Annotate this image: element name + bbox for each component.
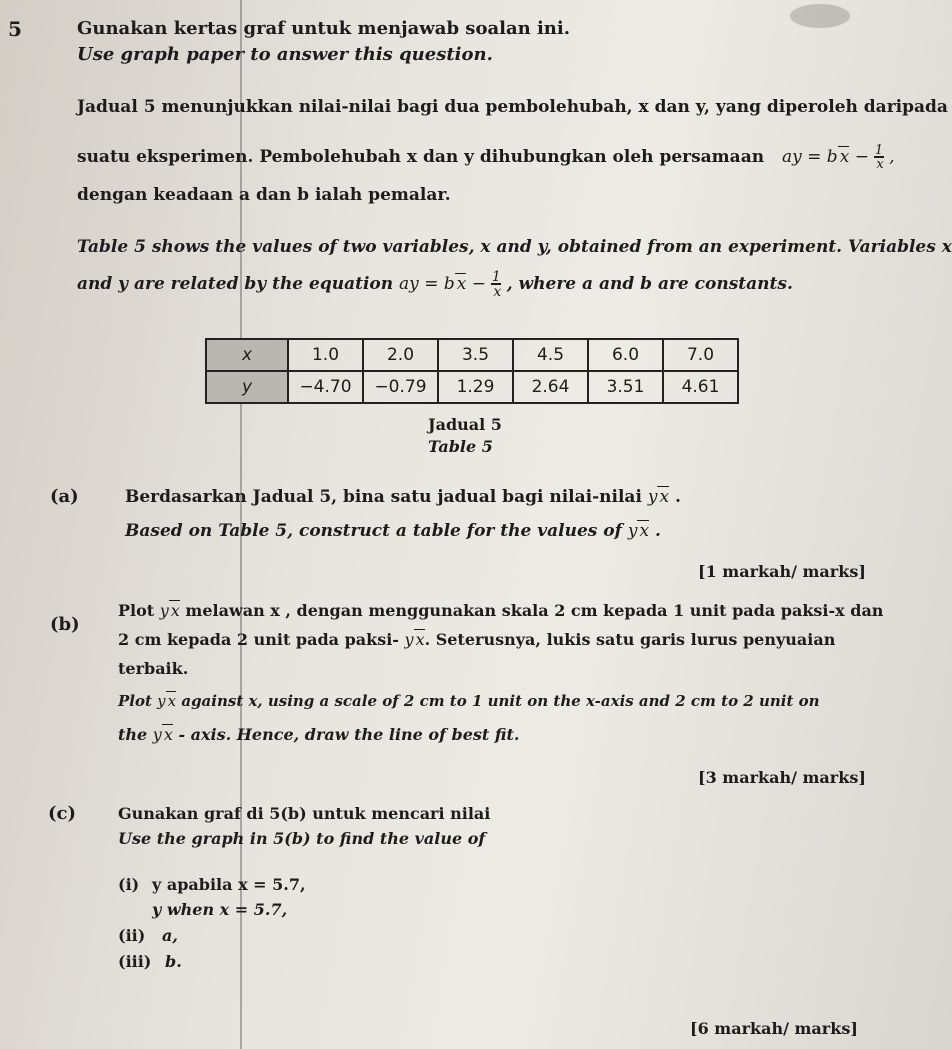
table-caption-en: Table 5: [428, 437, 493, 456]
table-cell: 4.5: [513, 339, 588, 371]
table-cell: 1.29: [438, 371, 513, 403]
desc-ms-line3: dengan keadaan a dan b ialah pemalar.: [77, 185, 451, 205]
table-cell: 7.0: [663, 339, 738, 371]
part-b-label: (b): [50, 614, 80, 635]
part-a-en: Based on Table 5, construct a table for the values of y x .: [125, 521, 661, 541]
table-cell: 6.0: [588, 339, 663, 371]
intro-en: Use graph paper to answer this question.: [77, 44, 493, 65]
part-b-en-line1: Plot y x against x, using a scale of 2 cm to 1 unit on the x-axis and 2 cm to 2 unit on: [118, 692, 820, 710]
part-c-i-ms: y apabila x = 5.7,: [152, 875, 306, 894]
part-c-label: (c): [48, 803, 76, 824]
table-cell: −4.70: [288, 371, 363, 403]
part-b-en-line2: the y x - axis. Hence, draw the line of best fit.: [118, 725, 520, 744]
part-a-label: (a): [50, 486, 79, 507]
part-c-ms: Gunakan graf di 5(b) untuk mencari nilai: [118, 804, 491, 823]
part-c-iii-label: (iii): [118, 952, 152, 971]
question-number: 5: [8, 17, 22, 41]
intro-ms: Gunakan kertas graf untuk menjawab soalan ini.: [77, 18, 570, 39]
table-row-y: [206, 371, 738, 403]
page-smudge: [790, 4, 850, 28]
part-b-ms-line3: terbaik.: [118, 659, 189, 678]
part-b-ms-line1: Plot y x melawan x , dengan menggunakan skala 2 cm kepada 1 unit pada paksi-x dan: [118, 601, 884, 620]
desc-ms-line2: [77, 144, 895, 171]
table-cell: 1.0: [288, 339, 363, 371]
equation-ms: ay = b x − $\frac{1}{x}$ ,: [782, 143, 895, 172]
part-a-ms: Berdasarkan Jadual 5, bina satu jadual bagi nilai-nilai y x .: [125, 487, 681, 507]
table-cell: −0.79: [363, 371, 438, 403]
part-b-ms-line2: 2 cm kepada 2 unit pada paksi- y x. Seterusnya, lukis satu garis lurus penyuaian: [118, 630, 836, 649]
desc-en-line1: Table 5 shows the values of two variables, x and y, obtained from an experiment. Variables x: [77, 237, 952, 257]
data-table: [205, 338, 739, 404]
desc-ms-line2-text: suatu eksperimen. Pembolehubah x dan y dihubungkan oleh persamaan: [77, 147, 765, 167]
part-c-i-en: y when x = 5.7,: [152, 900, 288, 919]
table-header-x: x: [206, 339, 288, 371]
part-c-ii-text: a,: [162, 926, 178, 945]
part-a-marks: [1 markah/ marks]: [698, 562, 866, 581]
part-c-i-label: (i): [118, 875, 140, 894]
table-row-x: [206, 339, 738, 371]
part-b-marks: [3 markah/ marks]: [698, 768, 866, 787]
equation-en: ay = b x − $\frac{1}{x}$: [399, 269, 502, 300]
table-cell: 3.51: [588, 371, 663, 403]
part-c-ii-label: (ii): [118, 926, 146, 945]
table-cell: 3.5: [438, 339, 513, 371]
desc-ms-line1: Jadual 5 menunjukkan nilai-nilai bagi dua pembolehubah, x dan y, yang diperoleh daripada: [77, 97, 948, 117]
part-c-iii-text: b.: [165, 952, 182, 971]
table-cell: 4.61: [663, 371, 738, 403]
part-c-marks: [6 markah/ marks]: [690, 1019, 858, 1038]
table-cell: 2.64: [513, 371, 588, 403]
table-caption-ms: Jadual 5: [428, 415, 502, 434]
table-header-y: y: [206, 371, 288, 403]
part-c-en: Use the graph in 5(b) to find the value of: [118, 829, 486, 848]
desc-en-line2: and y are related by the equation ay = b x − $\frac{1}{x}$ , where a and b are constants.: [77, 269, 793, 300]
table-cell: 2.0: [363, 339, 438, 371]
